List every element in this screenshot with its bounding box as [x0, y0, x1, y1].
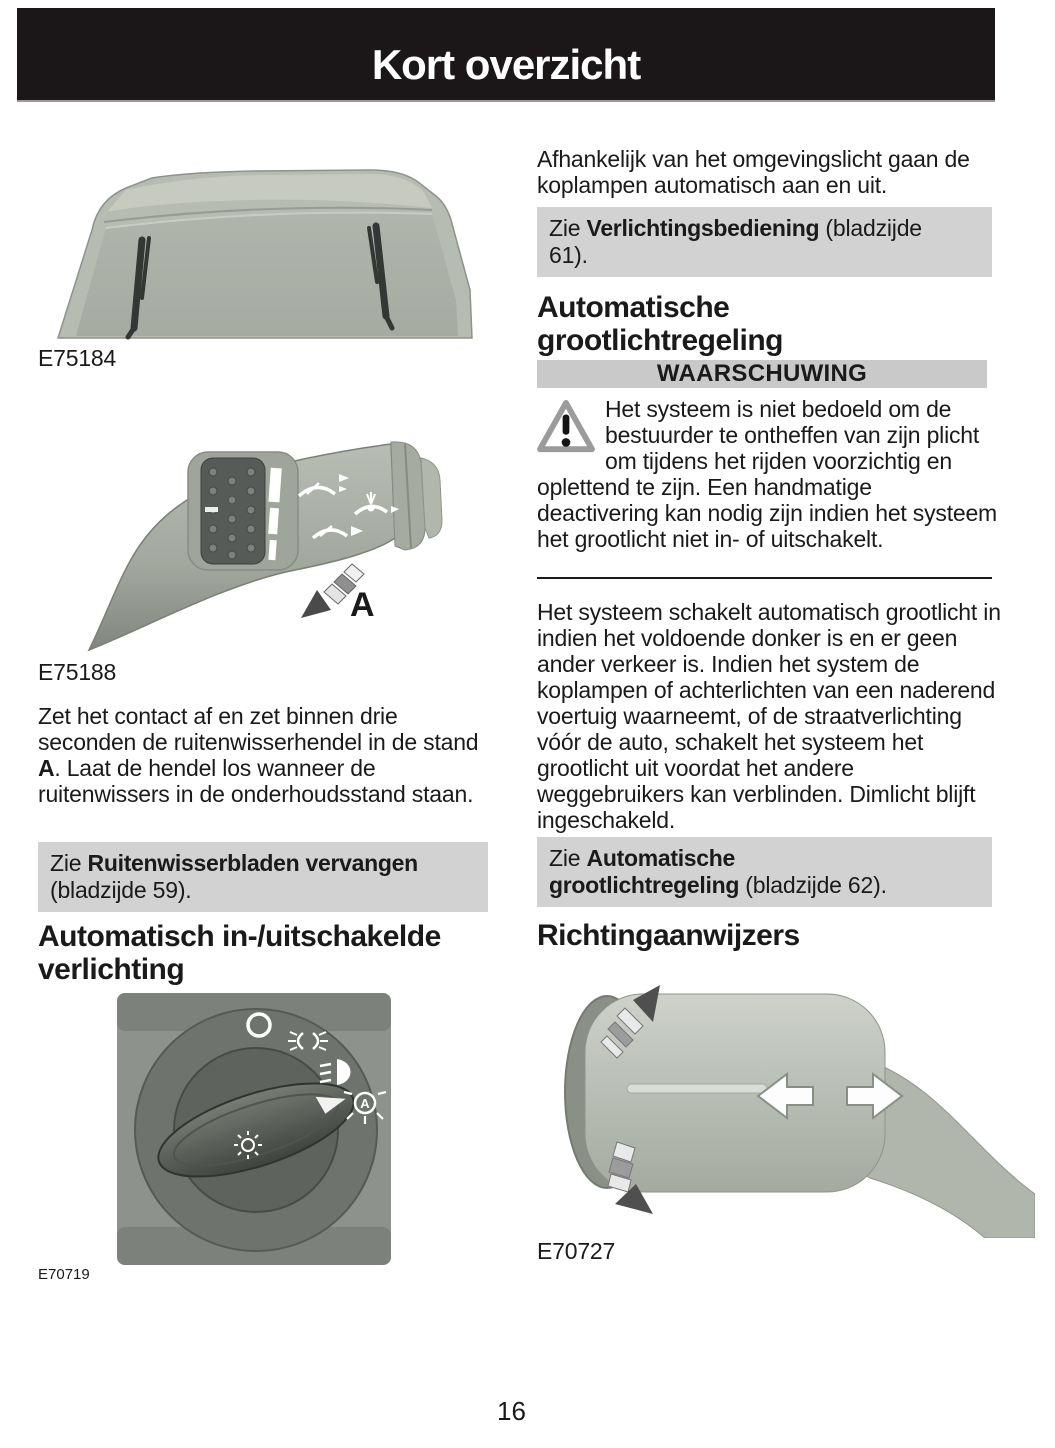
page-title: Kort overzicht [371, 41, 641, 88]
section-heading-indicators: Richtingaanwijzers [537, 919, 800, 952]
wiper-stalk-illustration [55, 428, 455, 660]
section-heading-auto-high-beam: Automatische grootlichtregeling [537, 291, 783, 357]
svg-text:A: A [360, 1096, 370, 1111]
chapter-header [17, 8, 995, 102]
separator-rule [537, 577, 992, 579]
wiper-service-paragraph: Zet het contact af en zet binnen drie seconden de ruitenwisserhendel in de stand A. Laat de hendel los wanneer de ruitenwissers in de onderhoudsstand staan. [38, 703, 479, 807]
reference-box-wiper-blades: Zie Ruitenwisserbladen vervangen (bladzijde 59). [38, 842, 488, 912]
stalk-position-marker: A [350, 586, 375, 624]
figure-label: E70719 [38, 1266, 90, 1283]
figure-label: E75188 [38, 659, 117, 685]
reference-box-auto-high-beam: Zie Automatische grootlichtregeling (bladzijde 62). [537, 837, 992, 907]
figure-label: E70727 [537, 1238, 616, 1264]
stand-a-bold: A [38, 755, 55, 781]
headlight-switch-illustration [115, 993, 393, 1265]
reference-box-lighting-control: Zie Verlichtingsbediening (bladzijde 61). [537, 207, 992, 277]
section-heading-auto-lighting: Automatisch in-/uitschakelde verlichting [38, 920, 441, 986]
warning-bar: WAARSCHUWING [537, 360, 987, 388]
figure-label: E75184 [38, 345, 117, 371]
turn-signal-stalk-illustration [555, 960, 1035, 1238]
stalk-groove [627, 1084, 767, 1093]
high-beam-paragraph: Het systeem schakelt automatisch grootlicht in indien het voldoende donker is en er geen ander verkeer is. Indien het system de koplampen of achterlichten van een naderend voertuig waarneemt, of de straatverlichting vóór de auto, schakelt het systeem het grootlicht uit voordat het andere weggebruikers kan verblinden. Dimlicht blijft ingeschakeld. [537, 599, 1001, 833]
warning-paragraph: Het systeem is niet bedoeld om de bestuurder te ontheffen van zijn plicht om tijdens het rijden voorzichtig en oplettend te zijn. Een handmatige deactivering kan nodig zijn indien het systeem het grootlicht niet in- of uitschakelt. [537, 396, 998, 552]
car-roof-wipers-illustration [40, 150, 473, 340]
auto-lighting-paragraph: Afhankelijk van het omgevingslicht gaan de koplampen automatisch aan en uit. [537, 146, 970, 198]
warning-triangle-icon [537, 400, 595, 454]
page-number: 16 [497, 1396, 526, 1426]
